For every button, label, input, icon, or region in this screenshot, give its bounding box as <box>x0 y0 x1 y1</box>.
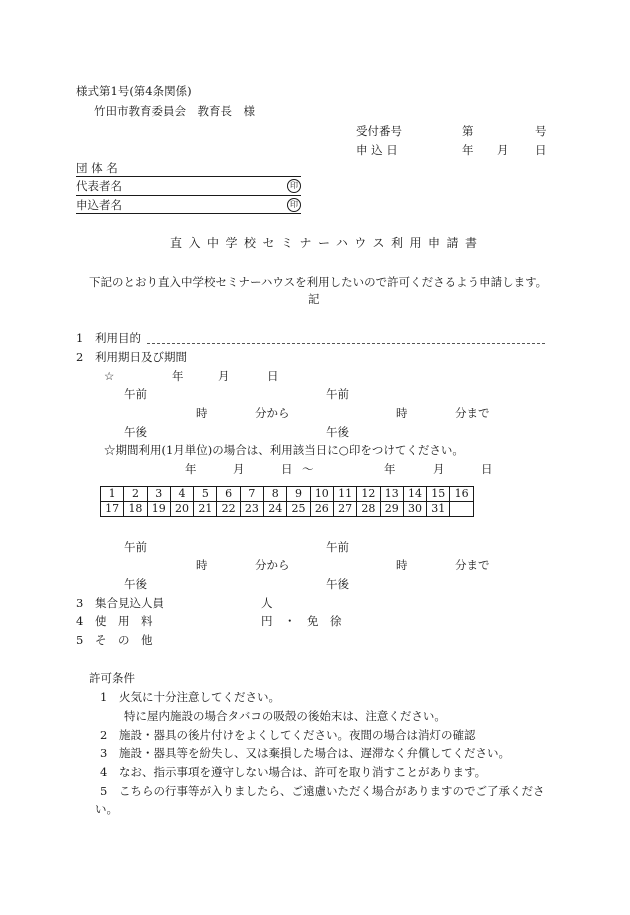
calendar-day-cell[interactable]: 3 <box>147 487 170 502</box>
calendar-day-cell[interactable]: 27 <box>333 502 356 517</box>
calendar-day-cell[interactable]: 19 <box>147 502 170 517</box>
condition3-text: 施設・器具等を紛失し、又は棄損した場合は、遅滞なく弁償してください。 <box>119 746 510 760</box>
item1-number: 1 <box>76 331 84 345</box>
calendar-day-cell[interactable]: 14 <box>403 487 426 502</box>
calendar-day-cell[interactable]: 8 <box>264 487 287 502</box>
start-min-from-2: 分から <box>255 558 290 572</box>
application-day: 日 <box>535 143 547 157</box>
application-month: 月 <box>497 143 509 157</box>
calendar-row-2 <box>101 502 474 517</box>
application-date-label: 申 込 日 <box>356 143 398 157</box>
condition5-number: 5 <box>100 784 108 798</box>
calendar-day-cell[interactable]: 2 <box>124 487 147 502</box>
end-am-2: 午前 <box>326 540 349 554</box>
start-hour-2: 時 <box>196 558 208 572</box>
intro-text: 下記のとおり直入中学校セミナーハウスを利用したいので許可くださるよう申請します。 <box>89 275 548 289</box>
condition1-text: 火気に十分注意してください。 <box>119 690 280 704</box>
seal-mark-applicant: 印 <box>287 198 301 212</box>
document-title: 直入中学校セミナーハウス利用申請書 <box>170 236 484 250</box>
start-pm: 午後 <box>124 425 147 439</box>
receipt-number-label: 受付番号 <box>356 124 402 138</box>
start-am: 午前 <box>124 387 147 401</box>
form-number: 様式第1号(第4条関係) <box>76 84 192 98</box>
period-start-month: 月 <box>233 462 245 476</box>
condition5-text: こちらの行事等が入りましたら、ご遠慮いただく場合がありますのでご了承くださ <box>119 784 545 798</box>
calendar-day-cell[interactable]: 28 <box>357 502 380 517</box>
condition5-continuation: い。 <box>95 802 118 816</box>
end-min-to: 分まで <box>455 406 490 420</box>
condition4-number: 4 <box>100 765 108 779</box>
application-year: 年 <box>462 143 474 157</box>
period-start-day: 日 <box>281 462 293 476</box>
period-end-day: 日 <box>481 462 493 476</box>
calendar-day-cell[interactable]: 23 <box>240 502 263 517</box>
calendar-day-cell[interactable]: 4 <box>170 487 193 502</box>
seal-mark-representative: 印 <box>287 179 301 193</box>
item2-label: 利用期日及び期間 <box>95 350 187 364</box>
ki-note: 記 <box>308 292 320 306</box>
condition2-number: 2 <box>100 728 108 742</box>
calendar-day-cell[interactable]: 1 <box>101 487 124 502</box>
calendar-day-cell[interactable]: 12 <box>357 487 380 502</box>
group-name-label: 団 体 名 <box>76 161 118 175</box>
calendar-day-cell[interactable]: 13 <box>380 487 403 502</box>
start-hour: 時 <box>196 406 208 420</box>
representative-line <box>76 195 301 196</box>
condition4-text: なお、指示事項を遵守しない場合は、許可を取り消すことがあります。 <box>119 765 487 779</box>
item4-label: 使 用 料 <box>95 614 153 628</box>
calendar-day-cell[interactable]: 18 <box>124 502 147 517</box>
representative-label: 代表者名 <box>76 179 122 193</box>
date-year: 年 <box>172 369 184 383</box>
calendar-day-cell[interactable]: 29 <box>380 502 403 517</box>
item5-label: そ の 他 <box>95 633 153 647</box>
fee-options: 円 ・ 免 徐 <box>261 614 342 628</box>
end-pm: 午後 <box>326 425 349 439</box>
condition1-number: 1 <box>100 690 108 704</box>
star-mark: ☆ <box>104 369 115 383</box>
calendar-day-cell[interactable]: 31 <box>427 502 450 517</box>
end-pm-2: 午後 <box>326 577 349 591</box>
calendar-day-cell[interactable]: 15 <box>427 487 450 502</box>
conditions-heading: 許可条件 <box>89 671 135 685</box>
calendar-day-cell[interactable]: 30 <box>403 502 426 517</box>
period-start-year: 年 <box>185 462 197 476</box>
calendar-day-cell[interactable]: 16 <box>450 487 473 502</box>
calendar-day-cell[interactable]: 20 <box>170 502 193 517</box>
calendar-day-cell[interactable]: 21 <box>194 502 217 517</box>
calendar-day-cell[interactable] <box>450 502 473 517</box>
start-min-from: 分から <box>255 406 290 420</box>
date-month: 月 <box>218 369 230 383</box>
item1-label: 利用目的 <box>95 331 141 345</box>
calendar-day-cell[interactable]: 9 <box>287 487 310 502</box>
calendar-day-cell[interactable]: 7 <box>240 487 263 502</box>
item5-number: 5 <box>76 633 84 647</box>
period-note: ☆期間利用(1月単位)の場合は、利用該当日に○印をつけてください。 <box>104 443 464 457</box>
group-name-line <box>76 176 301 177</box>
applicant-line <box>76 213 301 214</box>
date-day: 日 <box>267 369 279 383</box>
calendar-day-cell[interactable]: 11 <box>333 487 356 502</box>
calendar-day-cell[interactable]: 24 <box>264 502 287 517</box>
calendar-day-cell[interactable]: 22 <box>217 502 240 517</box>
calendar-day-cell[interactable]: 5 <box>194 487 217 502</box>
purpose-dotted-line <box>147 343 545 344</box>
addressee: 竹田市教育委員会 教育長 様 <box>94 104 255 118</box>
period-range-mark: 〜 <box>302 462 314 476</box>
receipt-no-prefix: 第 <box>462 124 474 138</box>
person-unit: 人 <box>261 596 273 610</box>
end-hour: 時 <box>396 406 408 420</box>
applicant-label: 申込者名 <box>76 198 122 212</box>
period-end-month: 月 <box>433 462 445 476</box>
receipt-no-suffix: 号 <box>535 124 547 138</box>
start-am-2: 午前 <box>124 540 147 554</box>
condition3-number: 3 <box>100 746 108 760</box>
calendar-day-cell[interactable]: 17 <box>101 502 124 517</box>
calendar-row-1 <box>101 487 474 502</box>
calendar-day-cell[interactable]: 26 <box>310 502 333 517</box>
start-pm-2: 午後 <box>124 577 147 591</box>
end-hour-2: 時 <box>396 558 408 572</box>
calendar-day-cell[interactable]: 6 <box>217 487 240 502</box>
day-calendar-table <box>100 486 474 517</box>
end-am: 午前 <box>326 387 349 401</box>
condition2-text: 施設・器具の後片付けをよくしてください。夜間の場合は消灯の確認 <box>119 728 476 742</box>
period-end-year: 年 <box>384 462 396 476</box>
item2-number: 2 <box>76 350 84 364</box>
end-min-to-2: 分まで <box>455 558 490 572</box>
item3-label: 集合見込人員 <box>95 596 164 610</box>
calendar-day-cell[interactable]: 25 <box>287 502 310 517</box>
item3-number: 3 <box>76 596 84 610</box>
item4-number: 4 <box>76 614 84 628</box>
calendar-day-cell[interactable]: 10 <box>310 487 333 502</box>
condition1-subtext: 特に屋内施設の場合タバコの吸殻の後始末は、注意ください。 <box>124 709 446 723</box>
